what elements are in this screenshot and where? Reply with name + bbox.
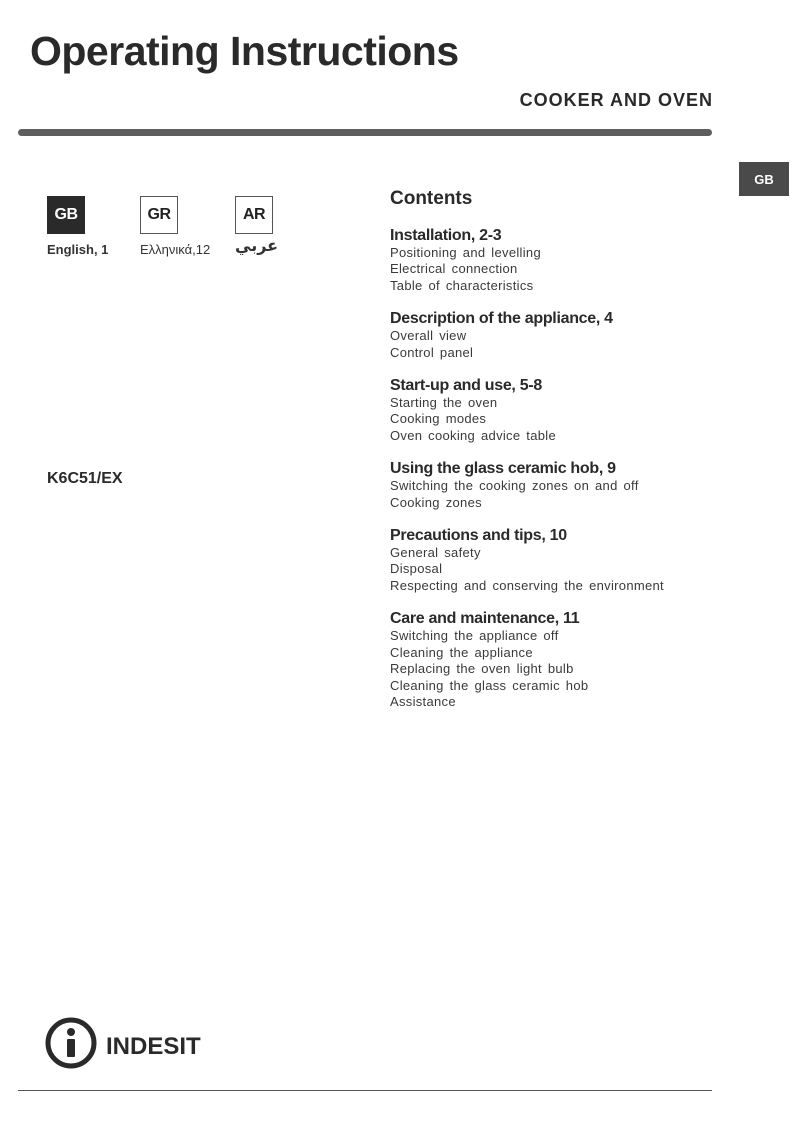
toc-item: Respecting and conserving the environment: [390, 577, 664, 593]
toc-section-startup: [390, 376, 720, 444]
document-subtitle: COOKER AND OVEN: [519, 90, 713, 110]
toc-item: Positioning and levelling: [390, 245, 541, 260]
toc-item: Table of characteristics: [390, 277, 534, 293]
toc-item: Assistance: [390, 693, 456, 709]
language-code-gb: GB: [47, 196, 85, 234]
language-label-ar: عربي: [235, 238, 279, 255]
indesit-logo-icon: [44, 1016, 98, 1070]
top-divider: [18, 129, 712, 136]
language-label-gb: English, 1: [47, 242, 109, 257]
language-option-ar[interactable]: [235, 196, 278, 256]
brand-logo: [44, 1016, 201, 1070]
model-number: K6C51/EX: [47, 470, 123, 487]
toc-heading[interactable]: Description of the appliance, 4: [390, 310, 613, 328]
toc-heading[interactable]: Precautions and tips, 10: [390, 527, 567, 545]
toc-item: Cleaning the appliance: [390, 644, 533, 660]
toc-section-care: [390, 609, 720, 710]
toc-item: Cooking modes: [390, 411, 487, 427]
toc-item: General safety: [390, 545, 481, 561]
language-code-gr: GR: [140, 196, 178, 234]
language-label-gr: Ελληνικά,12: [140, 242, 211, 257]
toc-heading[interactable]: Installation, 2-3: [390, 227, 502, 244]
toc-heading[interactable]: Care and maintenance, 11: [390, 610, 580, 628]
toc-item: Electrical connection: [390, 261, 518, 277]
toc-section-installation: [390, 226, 720, 294]
toc-section-precautions: [390, 526, 720, 594]
toc-item: Replacing the oven light bulb: [390, 661, 574, 677]
toc-item: Cleaning the glass ceramic hob: [390, 677, 589, 693]
toc-item: Switching the cooking zones on and off: [390, 478, 639, 494]
toc-item: Disposal: [390, 561, 443, 577]
toc-section-description: [390, 309, 720, 361]
language-option-gr[interactable]: [140, 196, 210, 257]
toc-section-hob: [390, 459, 720, 511]
bottom-divider: [18, 1090, 712, 1091]
toc-item: Oven cooking advice table: [390, 427, 556, 443]
brand-name: indesit: [106, 1023, 201, 1062]
table-of-contents: [390, 188, 720, 725]
toc-item: Overall view: [390, 328, 467, 344]
toc-heading[interactable]: Start-up and use, 5-8: [390, 377, 542, 395]
language-side-tab: GB: [739, 162, 789, 196]
language-option-gb[interactable]: [47, 196, 108, 257]
toc-item: Cooking zones: [390, 494, 482, 510]
toc-item: Starting the oven: [390, 395, 498, 411]
page-title: Operating Instructions: [30, 28, 459, 74]
contents-title: Contents: [390, 188, 473, 209]
language-code-ar: AR: [235, 196, 273, 234]
toc-item: Switching the appliance off: [390, 628, 559, 644]
toc-heading[interactable]: Using the glass ceramic hob, 9: [390, 460, 616, 478]
toc-item: Control panel: [390, 344, 474, 360]
